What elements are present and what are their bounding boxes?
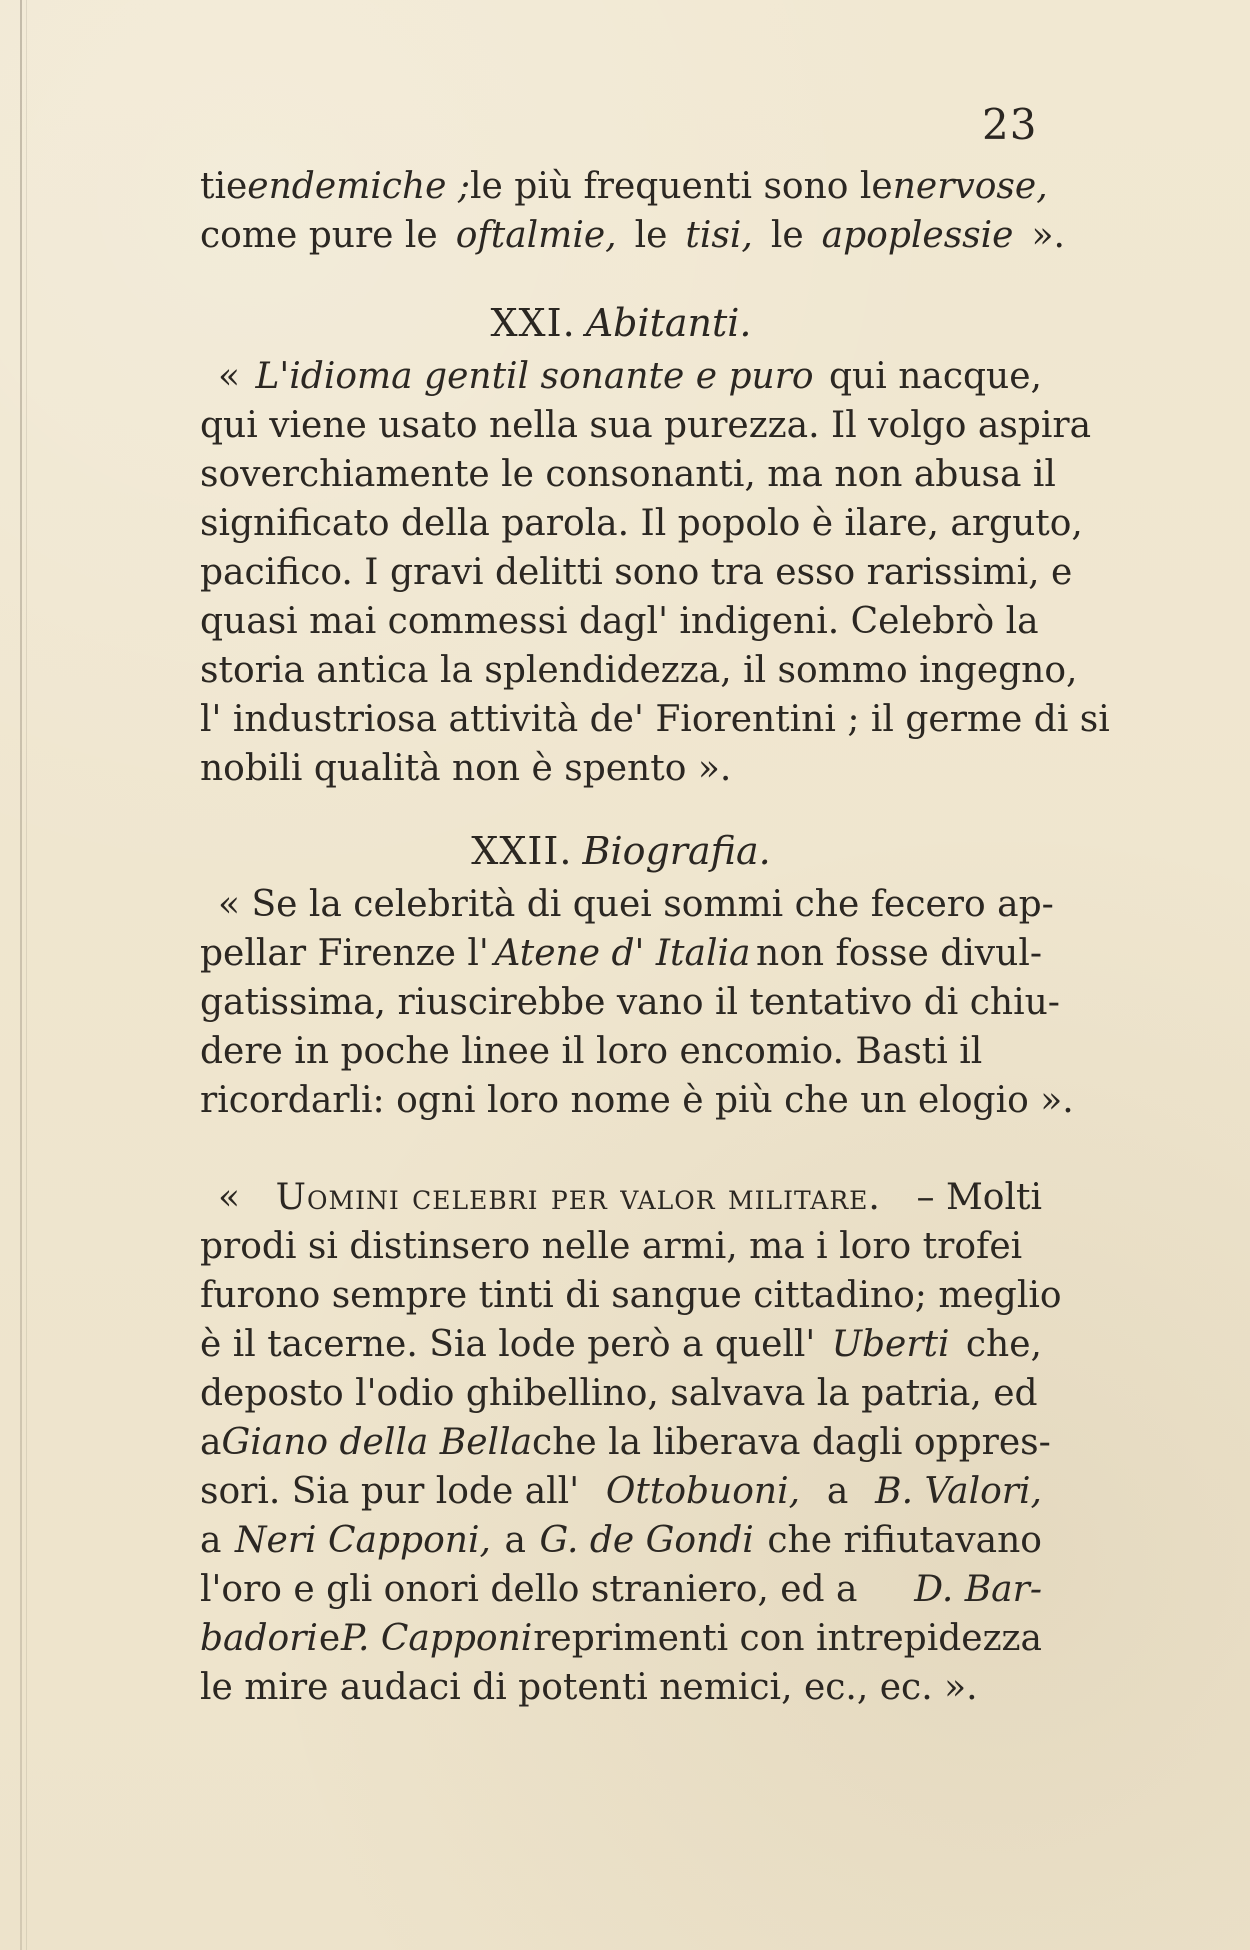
text-fragment: pellar Firenze l' <box>200 933 489 974</box>
text-fragment: tisi, <box>685 215 753 256</box>
text-line <box>200 1565 1042 1614</box>
text-fragment: « <box>218 356 241 397</box>
section-numeral: XXII. <box>471 829 573 873</box>
text-line: storia antica la splendidezza, il sommo ingegno, <box>200 650 1078 691</box>
section-numeral: XXI. <box>490 301 576 345</box>
abitanti-paragraph <box>200 352 1110 793</box>
text-line: qui viene usato nella sua purezza. Il volgo aspira <box>200 405 1092 446</box>
biografia-paragraph <box>200 880 1074 1125</box>
text-fragment: le <box>770 215 804 256</box>
text-line: le mire audaci di potenti nemici, ec., ec. ». <box>200 1667 978 1708</box>
text-line <box>200 211 1065 260</box>
text-fragment: Atene d' Italia <box>494 933 751 974</box>
text-fragment: l'oro e gli onori dello straniero, ed a <box>200 1569 858 1610</box>
page-number: 23 <box>982 100 1038 149</box>
text-line: prodi si distinsero nelle armi, ma i loro trofei <box>200 1226 1023 1267</box>
text-line <box>200 352 1042 401</box>
text-fragment: che rifiutavano <box>767 1520 1042 1561</box>
text-fragment: endemiche ; <box>247 166 471 207</box>
text-fragment: le <box>634 215 668 256</box>
text-line: l' industriosa attività de' Fiorentini ; il germe di si <box>200 699 1110 740</box>
text-fragment: B. Valori, <box>875 1471 1042 1512</box>
military-paragraph <box>200 1173 1062 1712</box>
text-fragment: P. Capponi <box>341 1618 533 1659</box>
text-line: quasi mai commessi dagl' indigeni. Celebrò la <box>200 601 1039 642</box>
text-fragment: apoplessie <box>821 215 1014 256</box>
text-line: significato della parola. Il popolo è ilare, arguto, <box>200 503 1083 544</box>
text-fragment: non fosse divul- <box>756 933 1042 974</box>
text-fragment: nervose, <box>892 166 1048 207</box>
text-fragment: è il tacerne. Sia lode però a quell' <box>200 1324 816 1365</box>
text-fragment: oftalmie, <box>455 215 617 256</box>
text-fragment: – Molti <box>916 1177 1042 1218</box>
text-fragment: e <box>318 1618 341 1659</box>
text-line: nobili qualità non è spento ». <box>200 748 732 789</box>
text-fragment: « <box>218 1177 241 1218</box>
text-fragment: qui nacque, <box>829 356 1042 397</box>
text-line <box>200 1418 1051 1467</box>
text-fragment: a <box>200 1422 222 1463</box>
text-fragment: tie <box>200 166 248 207</box>
text-fragment: le più frequenti sono le <box>470 166 893 207</box>
text-line <box>200 1516 1042 1565</box>
section-heading-xxi <box>200 301 1042 345</box>
text-line: deposto l'odio ghibellino, salvava la patria, ed <box>200 1373 1038 1414</box>
section-heading-xxii <box>200 829 1042 873</box>
text-fragment: sori. Sia pur lode all' <box>200 1471 580 1512</box>
text-line: furono sempre tinti di sangue cittadino; meglio <box>200 1275 1062 1316</box>
text-fragment: G. de Gondi <box>539 1520 754 1561</box>
text-fragment: come pure le <box>200 215 438 256</box>
page-gutter-shadow-line <box>26 0 27 1950</box>
text-fragment: D. Bar- <box>914 1569 1042 1610</box>
text-fragment: Uberti <box>831 1324 950 1365</box>
text-line: dere in poche linee il loro encomio. Basti il <box>200 1031 983 1072</box>
text-line <box>200 929 1042 978</box>
text-fragment: Uomini celebri per valor militare. <box>275 1177 881 1218</box>
text-fragment: che la liberava dagli oppres- <box>532 1422 1051 1463</box>
text-fragment: Ottobuoni, <box>605 1471 801 1512</box>
text-line: « Se la celebrità di quei sommi che fecero ap- <box>218 884 1054 925</box>
text-fragment: a <box>504 1520 526 1561</box>
text-line <box>200 1173 1042 1222</box>
text-fragment: che, <box>965 1324 1042 1365</box>
text-fragment: L'idioma gentil sonante e puro <box>255 356 814 397</box>
text-line <box>200 1467 1042 1516</box>
text-fragment: ». <box>1031 215 1065 256</box>
text-line: gatissima, riuscirebbe vano il tentativo di chiu- <box>200 982 1060 1023</box>
text-line: pacifico. I gravi delitti sono tra esso rarissimi, e <box>200 552 1073 593</box>
page-gutter-line <box>20 0 22 1950</box>
text-line <box>200 162 1048 211</box>
text-line: ricordarli: ogni loro nome è più che un elogio ». <box>200 1080 1074 1121</box>
text-fragment: a <box>200 1520 222 1561</box>
text-fragment: badori <box>200 1618 318 1659</box>
text-line <box>200 1320 1042 1369</box>
text-fragment: a <box>826 1471 849 1512</box>
text-line <box>200 1614 1042 1663</box>
text-fragment: Neri Capponi, <box>235 1520 491 1561</box>
section-title: Biografia. <box>582 829 771 873</box>
opening-paragraph <box>200 162 1065 260</box>
text-fragment: reprimenti con intrepidezza <box>533 1618 1042 1659</box>
text-line: soverchiamente le consonanti, ma non abusa il <box>200 454 1056 495</box>
section-title: Abitanti. <box>585 301 752 345</box>
text-fragment: Giano della Bella <box>221 1422 533 1463</box>
